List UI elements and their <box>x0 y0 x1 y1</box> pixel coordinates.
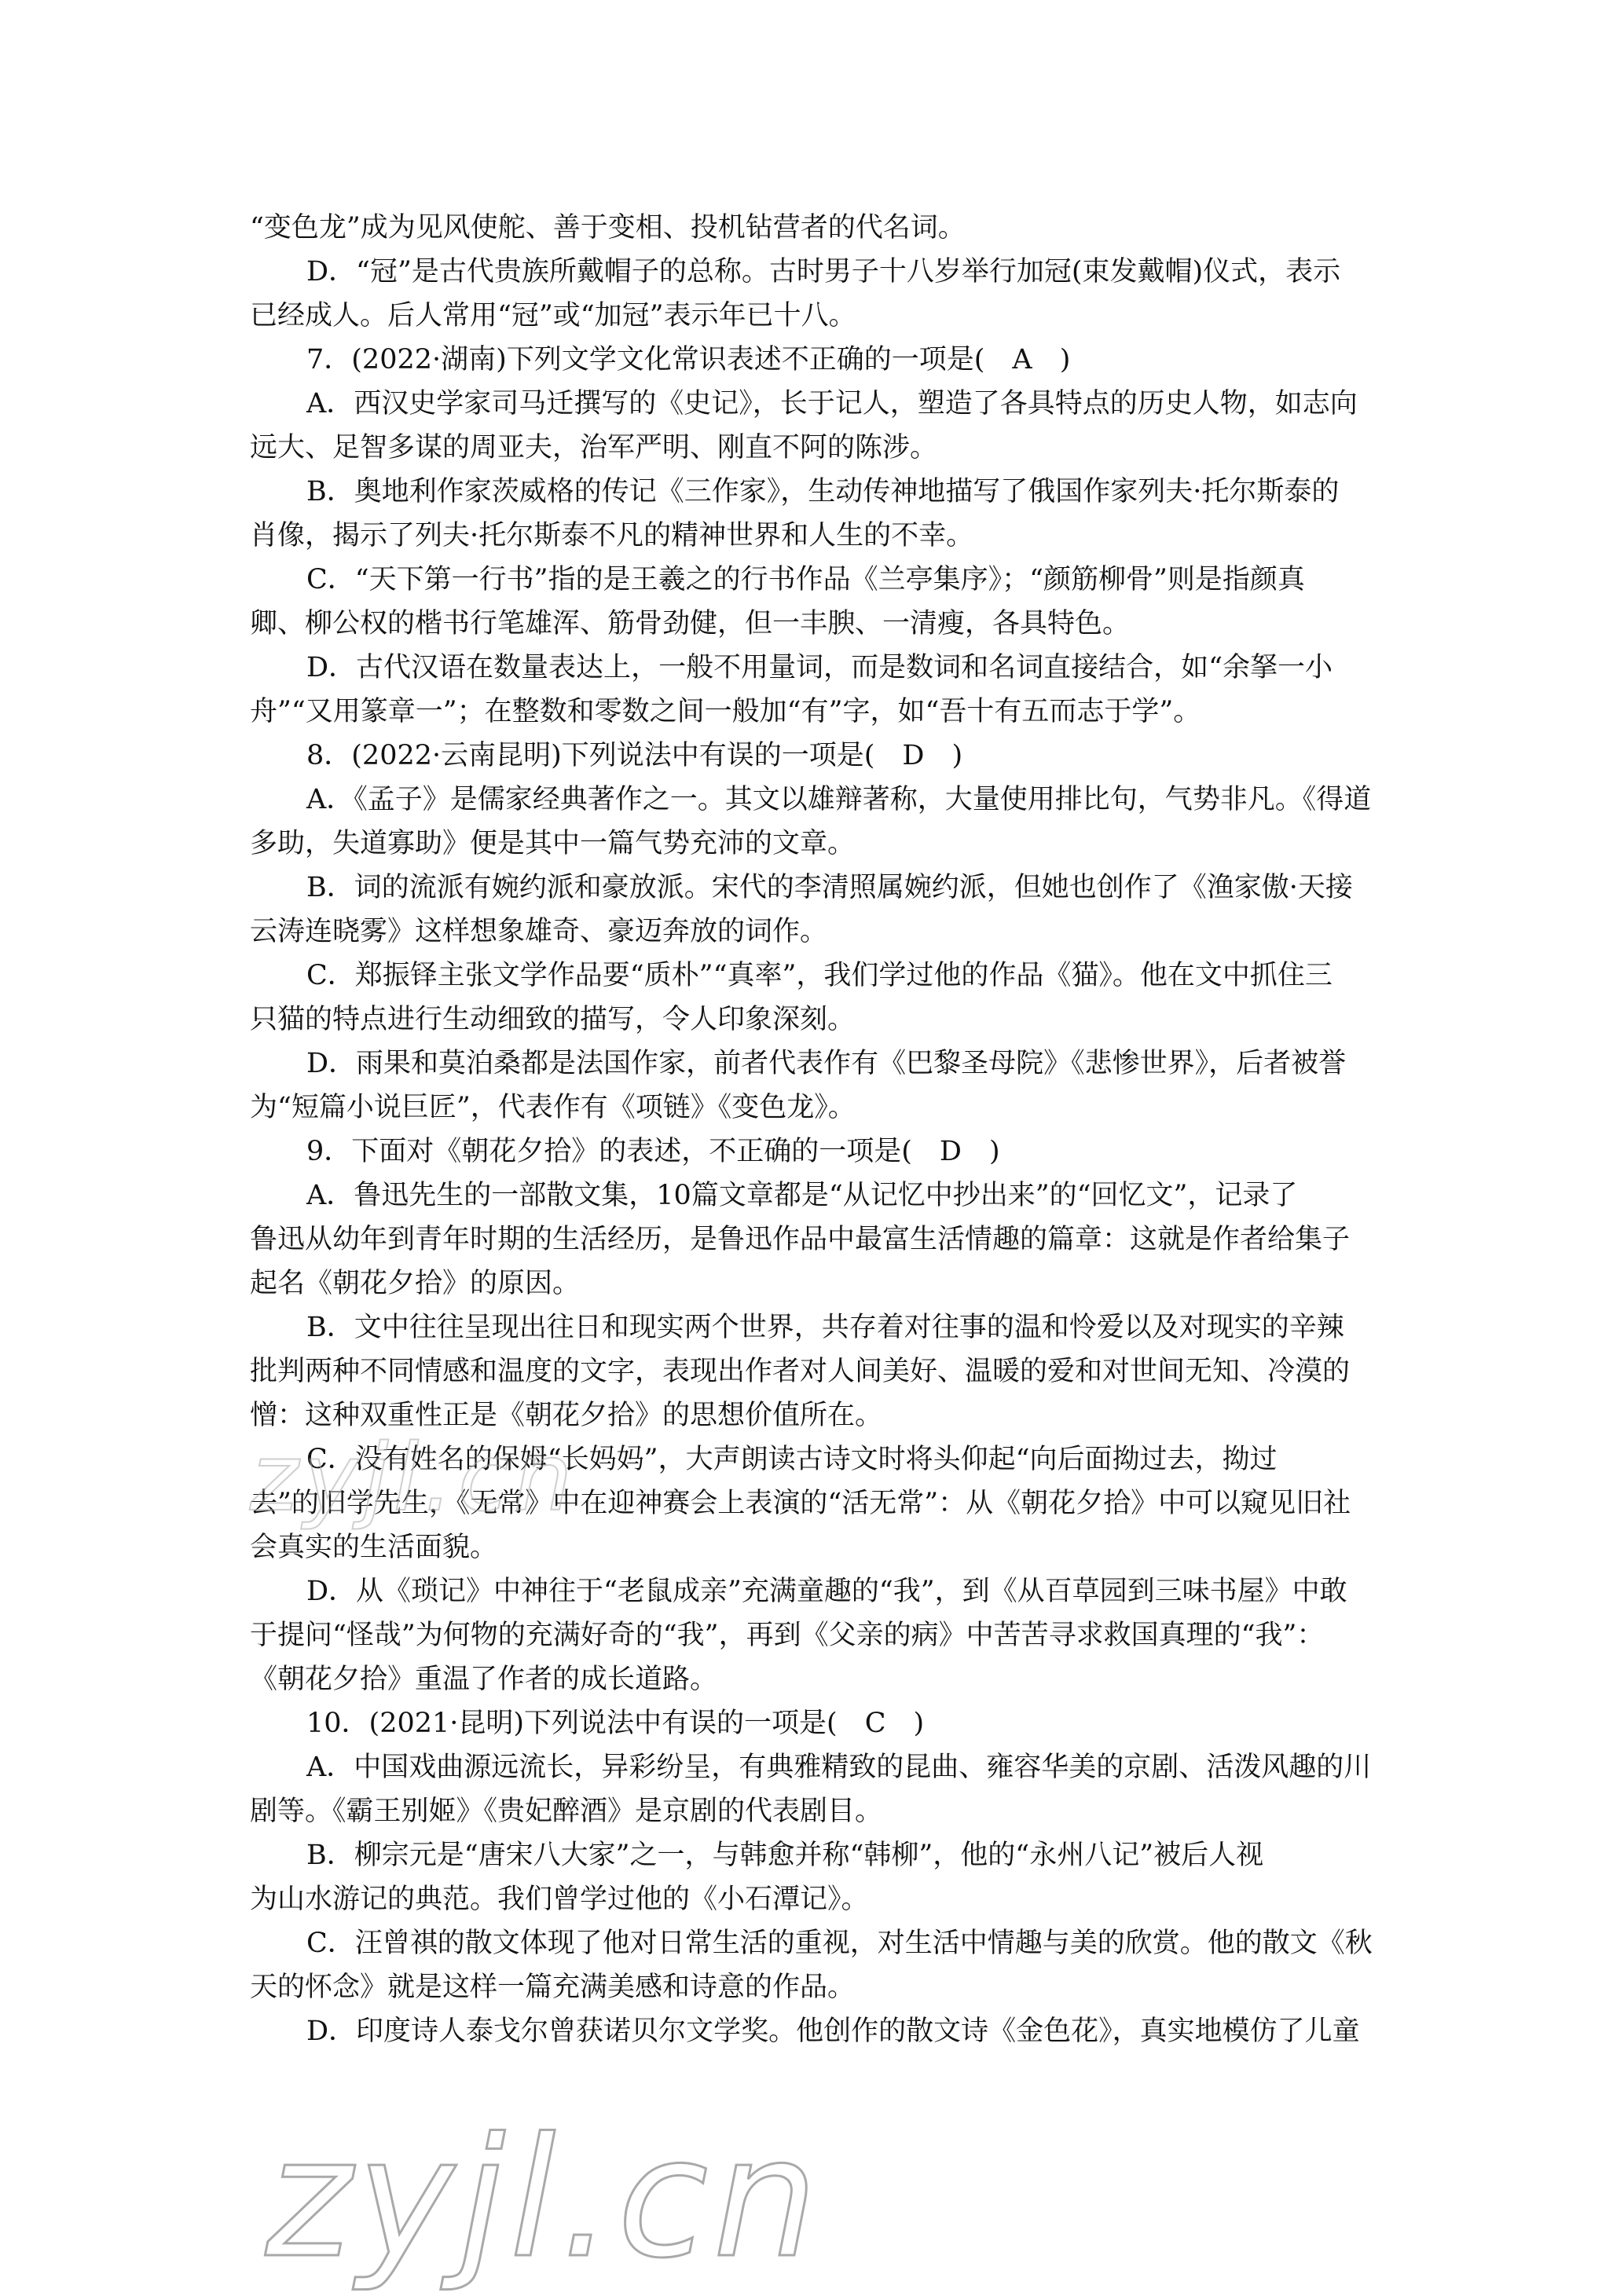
text-line: 只猫的特点进行生动细致的描写，令人印象深刻。 <box>250 1004 856 1035</box>
text-line: D．印度诗人泰戈尔曾获诺贝尔文学奖。他创作的散文诗《金色花》，真实地模仿了儿童 <box>306 2016 1360 2047</box>
text-line: 于提问“怪哉”为何物的充满好奇的“我”，再到《父亲的病》中苦苦寻求救国真理的“我”： <box>250 1620 1325 1651</box>
text-line: B．奥地利作家茨威格的传记《三作家》，生动传神地描写了俄国作家列夫·托尔斯泰的 <box>306 476 1340 507</box>
text-line: 会真实的生活面貌。 <box>250 1532 498 1563</box>
text-line: C．没有姓名的保姆“长妈妈”，大声朗读古诗文时将头仰起“向后面拗过去，拗过 <box>306 1444 1278 1475</box>
text-line: 已经成人。后人常用“冠”或“加冠”表示年已十八。 <box>250 300 856 331</box>
text-line: 剧等。《霸王别姬》《贵妃醉酒》是京剧的代表剧目。 <box>250 1796 883 1827</box>
text-line: 鲁迅从幼年到青年时期的生活经历，是鲁迅作品中最富生活情趣的篇章：这就是作者给集子 <box>250 1224 1351 1255</box>
text-line: D．古代汉语在数量表达上，一般不用量词，而是数词和名词直接结合，如“余拏一小 <box>306 652 1333 683</box>
text-line: “变色龙”成为见风使舵、善于变相、投机钻营者的代名词。 <box>250 212 966 244</box>
text-line: 卿、柳公权的楷书行笔雄浑、筋骨劲健，但一丰腴、一清瘦，各具特色。 <box>250 608 1131 639</box>
text-line: A．《孟子》是儒家经典著作之一。其文以雄辩著称，大量使用排比句，气势非凡。《得道 <box>306 784 1372 815</box>
watermark-logo: zyjl.cn <box>250 1423 577 1532</box>
text-line: D．雨果和莫泊桑都是法国作家，前者代表作有《巴黎圣母院》《悲惨世界》，后者被誉 <box>306 1048 1347 1079</box>
text-line: 憎：这种双重性正是《朝花夕拾》的思想价值所在。 <box>250 1400 883 1431</box>
text-line: 起名《朝花夕拾》的原因。 <box>250 1268 581 1299</box>
text-line: B．文中往往呈现出往日和现实两个世界，共存着对往事的温和怜爱以及对现实的辛辣 <box>306 1312 1344 1343</box>
text-line: 《朝花夕拾》重温了作者的成长道路。 <box>250 1664 718 1695</box>
text-line: 去”的旧学先生，《无常》中在迎神赛会上表演的“活无常”：从《朝花夕拾》中可以窥见旧社 <box>250 1488 1351 1519</box>
text-line: 10．(2021·昆明)下列说法中有误的一项是( C ) <box>306 1708 925 1739</box>
text-line: 为山水游记的典范。我们曾学过他的《小石潭记》。 <box>250 1884 869 1915</box>
text-line: 9．下面对《朝花夕拾》的表述，不正确的一项是( D ) <box>306 1136 1000 1167</box>
text-line: 8．(2022·云南昆明)下列说法中有误的一项是( D ) <box>306 740 963 771</box>
text-line: C．郑振铎主张文学作品要“质朴”“真率”，我们学过他的作品《猫》。他在文中抓住三 <box>306 960 1333 991</box>
text-line: 肖像，揭示了列夫·托尔斯泰不凡的精神世界和人生的不幸。 <box>250 520 974 551</box>
text-line: 批判两种不同情感和温度的文字，表现出作者对人间美好、温暖的爱和对世间无知、冷漠的 <box>250 1356 1351 1387</box>
text-line: D．“冠”是古代贵族所戴帽子的总称。古时男子十八岁举行加冠(束发戴帽)仪式，表示 <box>306 256 1341 287</box>
text-line: B．词的流派有婉约派和豪放派。宋代的李清照属婉约派，但她也创作了《渔家傲·天接 <box>306 872 1353 903</box>
text-line: B．柳宗元是“唐宋八大家”之一，与韩愈并称“韩柳”，他的“永州八记”被后人视 <box>306 1840 1264 1871</box>
text-line: 多助，失道寡助》便是其中一篇气势充沛的文章。 <box>250 828 856 859</box>
text-line: 为“短篇小说巨匠”，代表作有《项链》《变色龙》。 <box>250 1092 856 1123</box>
text-line: 天的怀念》就是这样一篇充满美感和诗意的作品。 <box>250 1972 856 2003</box>
text-line: 7．(2022·湖南)下列文学文化常识表述不正确的一项是( A ) <box>306 344 1071 375</box>
watermark-logo: zyjl.cn <box>266 2102 823 2294</box>
text-line: A．中国戏曲源远流长，异彩纷呈，有典雅精致的昆曲、雍容华美的京剧、活泼风趣的川 <box>306 1752 1372 1783</box>
text-line: C．汪曾祺的散文体现了他对日常生活的重视，对生活中情趣与美的欣赏。他的散文《秋 <box>306 1928 1373 1959</box>
document-body <box>250 206 1391 2053</box>
text-line: D．从《琐记》中神往于“老鼠成亲”充满童趣的“我”，到《从百草园到三味书屋》中敢 <box>306 1576 1347 1607</box>
text-line: A．鲁迅先生的一部散文集，10篇文章都是“从记忆中抄出来”的“回忆文”，记录了 <box>306 1180 1298 1211</box>
text-line: 远大、足智多谋的周亚夫，治军严明、刚直不阿的陈涉。 <box>250 432 938 463</box>
text-line: 云涛连晓雾》这样想象雄奇、豪迈奔放的词作。 <box>250 916 828 947</box>
text-line: C．“天下第一行书”指的是王羲之的行书作品《兰亭集序》；“颜筋柳骨”则是指颜真 <box>306 564 1305 595</box>
text-line: 舟”“又用篆章一”；在整数和零数之间一般加“有”字，如“吾十有五而志于学”。 <box>250 696 1201 727</box>
text-line: A．西汉史学家司马迁撰写的《史记》，长于记人，塑造了各具特点的历史人物，如志向 <box>306 388 1358 419</box>
